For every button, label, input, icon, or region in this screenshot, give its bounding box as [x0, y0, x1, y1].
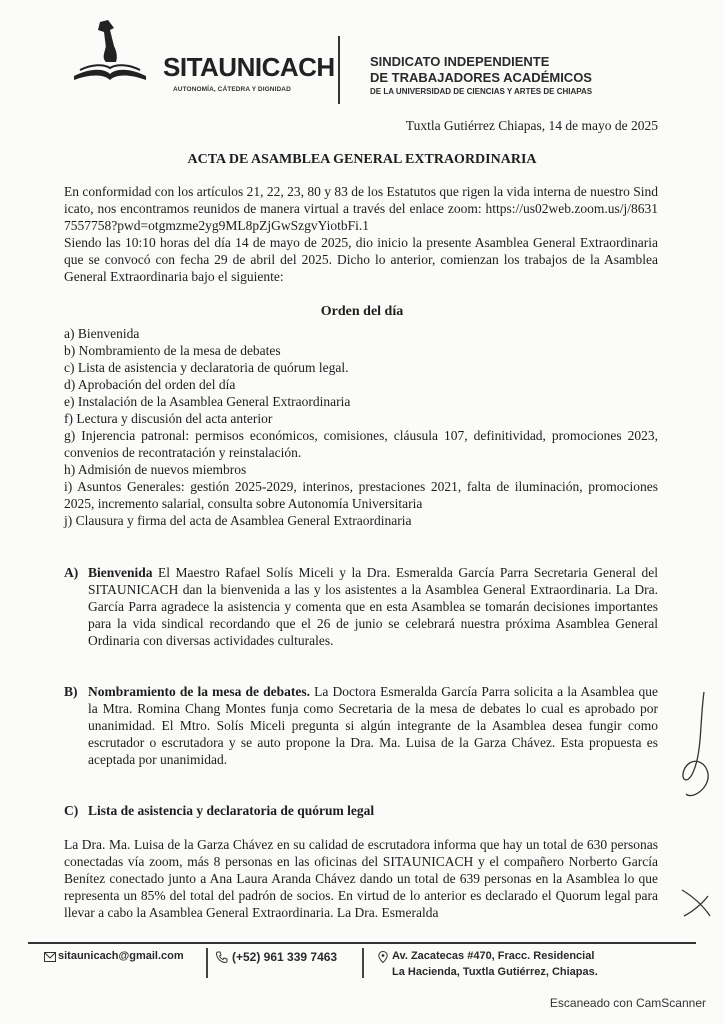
- footer-address-line-2: La Hacienda, Tuxtla Gutiérrez, Chiapas.: [392, 966, 598, 978]
- section-heading: Lista de asistencia y declaratoria de quórum legal: [88, 803, 375, 818]
- agenda-item: a) Bienvenida: [64, 326, 140, 341]
- footer-separator: [206, 948, 208, 978]
- section-c-text: La Dra. Ma. Luisa de la Garza Chávez en su calidad de escrutadora informa que hay un total de 630 personas conectadas vía zoom, más 8 personas en las oficinas del SITAUNICACH y el compañero Norberto García Benítez conectado junto a Ana Laura Aranda Chávez dando un total de 639 personas en la Asamblea lo que representa un 85% del total del padrón de socios. En virtud de lo anterior es declarado el Quorum legal para llevar a cabo la Asamblea General Extraordinaria. La Dra. Esmeralda: [64, 837, 658, 920]
- document-title: ACTA DE ASAMBLEA GENERAL EXTRAORDINARIA: [187, 152, 537, 167]
- scanner-watermark: Escaneado con CamScanner: [549, 996, 706, 1010]
- section-a: [64, 564, 658, 649]
- section-letter: B): [64, 684, 78, 699]
- section-heading: Nombramiento de la mesa de debates.: [88, 684, 311, 699]
- footer-separator: [362, 948, 364, 978]
- section-heading: Bienvenida: [88, 565, 153, 580]
- location-pin-icon: [378, 951, 388, 963]
- section-text: El Maestro Rafael Solís Miceli y la Dra. Esmeralda García Parra Secretaria General del SITAUNICACH dan la bienvenida a las y los asistentes a la Asamblea General Extraordinaria. La Dra. García Parra agradece la asistencia y comenta que en esta Asamblea se tomarán decisiones importantes para la vida sindical recordando que el 26 de junio se celebrará nuestra próxima Asamblea General Ordinaria con diversas actividades culturales.: [88, 565, 659, 648]
- section-b: [64, 683, 658, 768]
- agenda-item: j) Clausura y firma del acta de Asamblea General Extraordinaria: [64, 513, 412, 528]
- organization-name: [370, 54, 592, 97]
- agenda-item: e) Instalación de la Asamblea General Extraordinaria: [64, 394, 351, 409]
- section-letter: C): [64, 803, 79, 818]
- header-divider: [338, 36, 340, 104]
- org-line-3: DE LA UNIVERSIDAD DE CIENCIAS Y ARTES DE CHIAPAS: [370, 87, 593, 96]
- footer-phone: (+52) 961 339 7463: [232, 950, 338, 964]
- footer-email: sitaunicach@gmail.com: [58, 950, 184, 962]
- org-line-2: DE TRABAJADORES ACADÉMICOS: [370, 70, 592, 85]
- agenda-list: [64, 325, 658, 529]
- agenda-item: b) Nombramiento de la mesa de debates: [64, 343, 281, 358]
- agenda-item: d) Aprobación del orden del día: [64, 377, 236, 392]
- sitaunicach-logo-icon: [70, 18, 150, 88]
- agenda-item: h) Admisión de nuevos miembros: [64, 462, 247, 477]
- intro-text: En conformidad con los artículos 21, 22, 23, 80 y 83 de los Estatutos que rigen la vida interna de nuestro Sindicato, nos encontramos reunidos de manera virtual a través del enlace zoom: https://us02web.zoom.us/j/86317557758?pwd=otgmzme2yg9ML8pZjGwSzgvYiotbFi.1: [64, 184, 658, 233]
- agenda-item: f) Lectura y discusión del acta anterior: [64, 411, 273, 426]
- org-line-1: SINDICATO INDEPENDIENTE: [370, 54, 550, 69]
- brand-tagline: AUTONOMÍA, CÁTEDRA Y DIGNIDAD: [173, 86, 291, 93]
- agenda-title: Orden del día: [320, 304, 404, 319]
- section-text: La Doctora Esmeralda García Parra solicita a la Asamblea que la Mtra. Romina Chang Montes funja como Secretaria de la mesa de debates lo cual es aprobado por unanimidad. El Mtro. Solís Miceli pregunta si algún integrante de la Asamblea desea fungir como escrutador o escrutadora y se auto propone la Dra. Ma. Luisa de la Garza Chávez. Esta propuesta es aceptada por unanimidad.: [88, 684, 658, 767]
- mail-icon: [44, 952, 56, 962]
- footer-divider: [28, 942, 696, 944]
- signature-scribble-icon: [674, 690, 714, 930]
- section-letter: A): [64, 565, 79, 580]
- agenda-item: g) Injerencia patronal: permisos económicos, comisiones, cláusula 107, definitividad, promociones 2023, convenios de recontratación y reinstalación.: [64, 428, 658, 460]
- agenda-item: c) Lista de asistencia y declaratoria de quórum legal.: [64, 360, 349, 375]
- footer-address-line-1: Av. Zacatecas #470, Fracc. Residencial: [392, 950, 595, 962]
- brand-name: SITAUNICACH: [163, 52, 335, 82]
- phone-icon: [216, 951, 228, 963]
- agenda-item: i) Asuntos Generales: gestión 2025-2029, interinos, prestaciones 2021, falta de iluminación, promociones 2025, incremento salarial, consulta sobre Autonomía Universitaria: [64, 479, 658, 511]
- section-c-heading: [64, 802, 658, 819]
- intro-text-2: Siendo las 10:10 horas del día 14 de mayo de 2025, dio inicio la presente Asamblea General Extraordinaria que se convocó con fecha 29 de abril del 2025. Dicho lo anterior, comienzan los trabajos de la Asamblea General Extraordinaria bajo el siguiente:: [64, 235, 658, 284]
- document-date: Tuxtla Gutiérrez Chiapas, 14 de mayo de 2025: [405, 118, 658, 133]
- intro-paragraph: [64, 183, 658, 285]
